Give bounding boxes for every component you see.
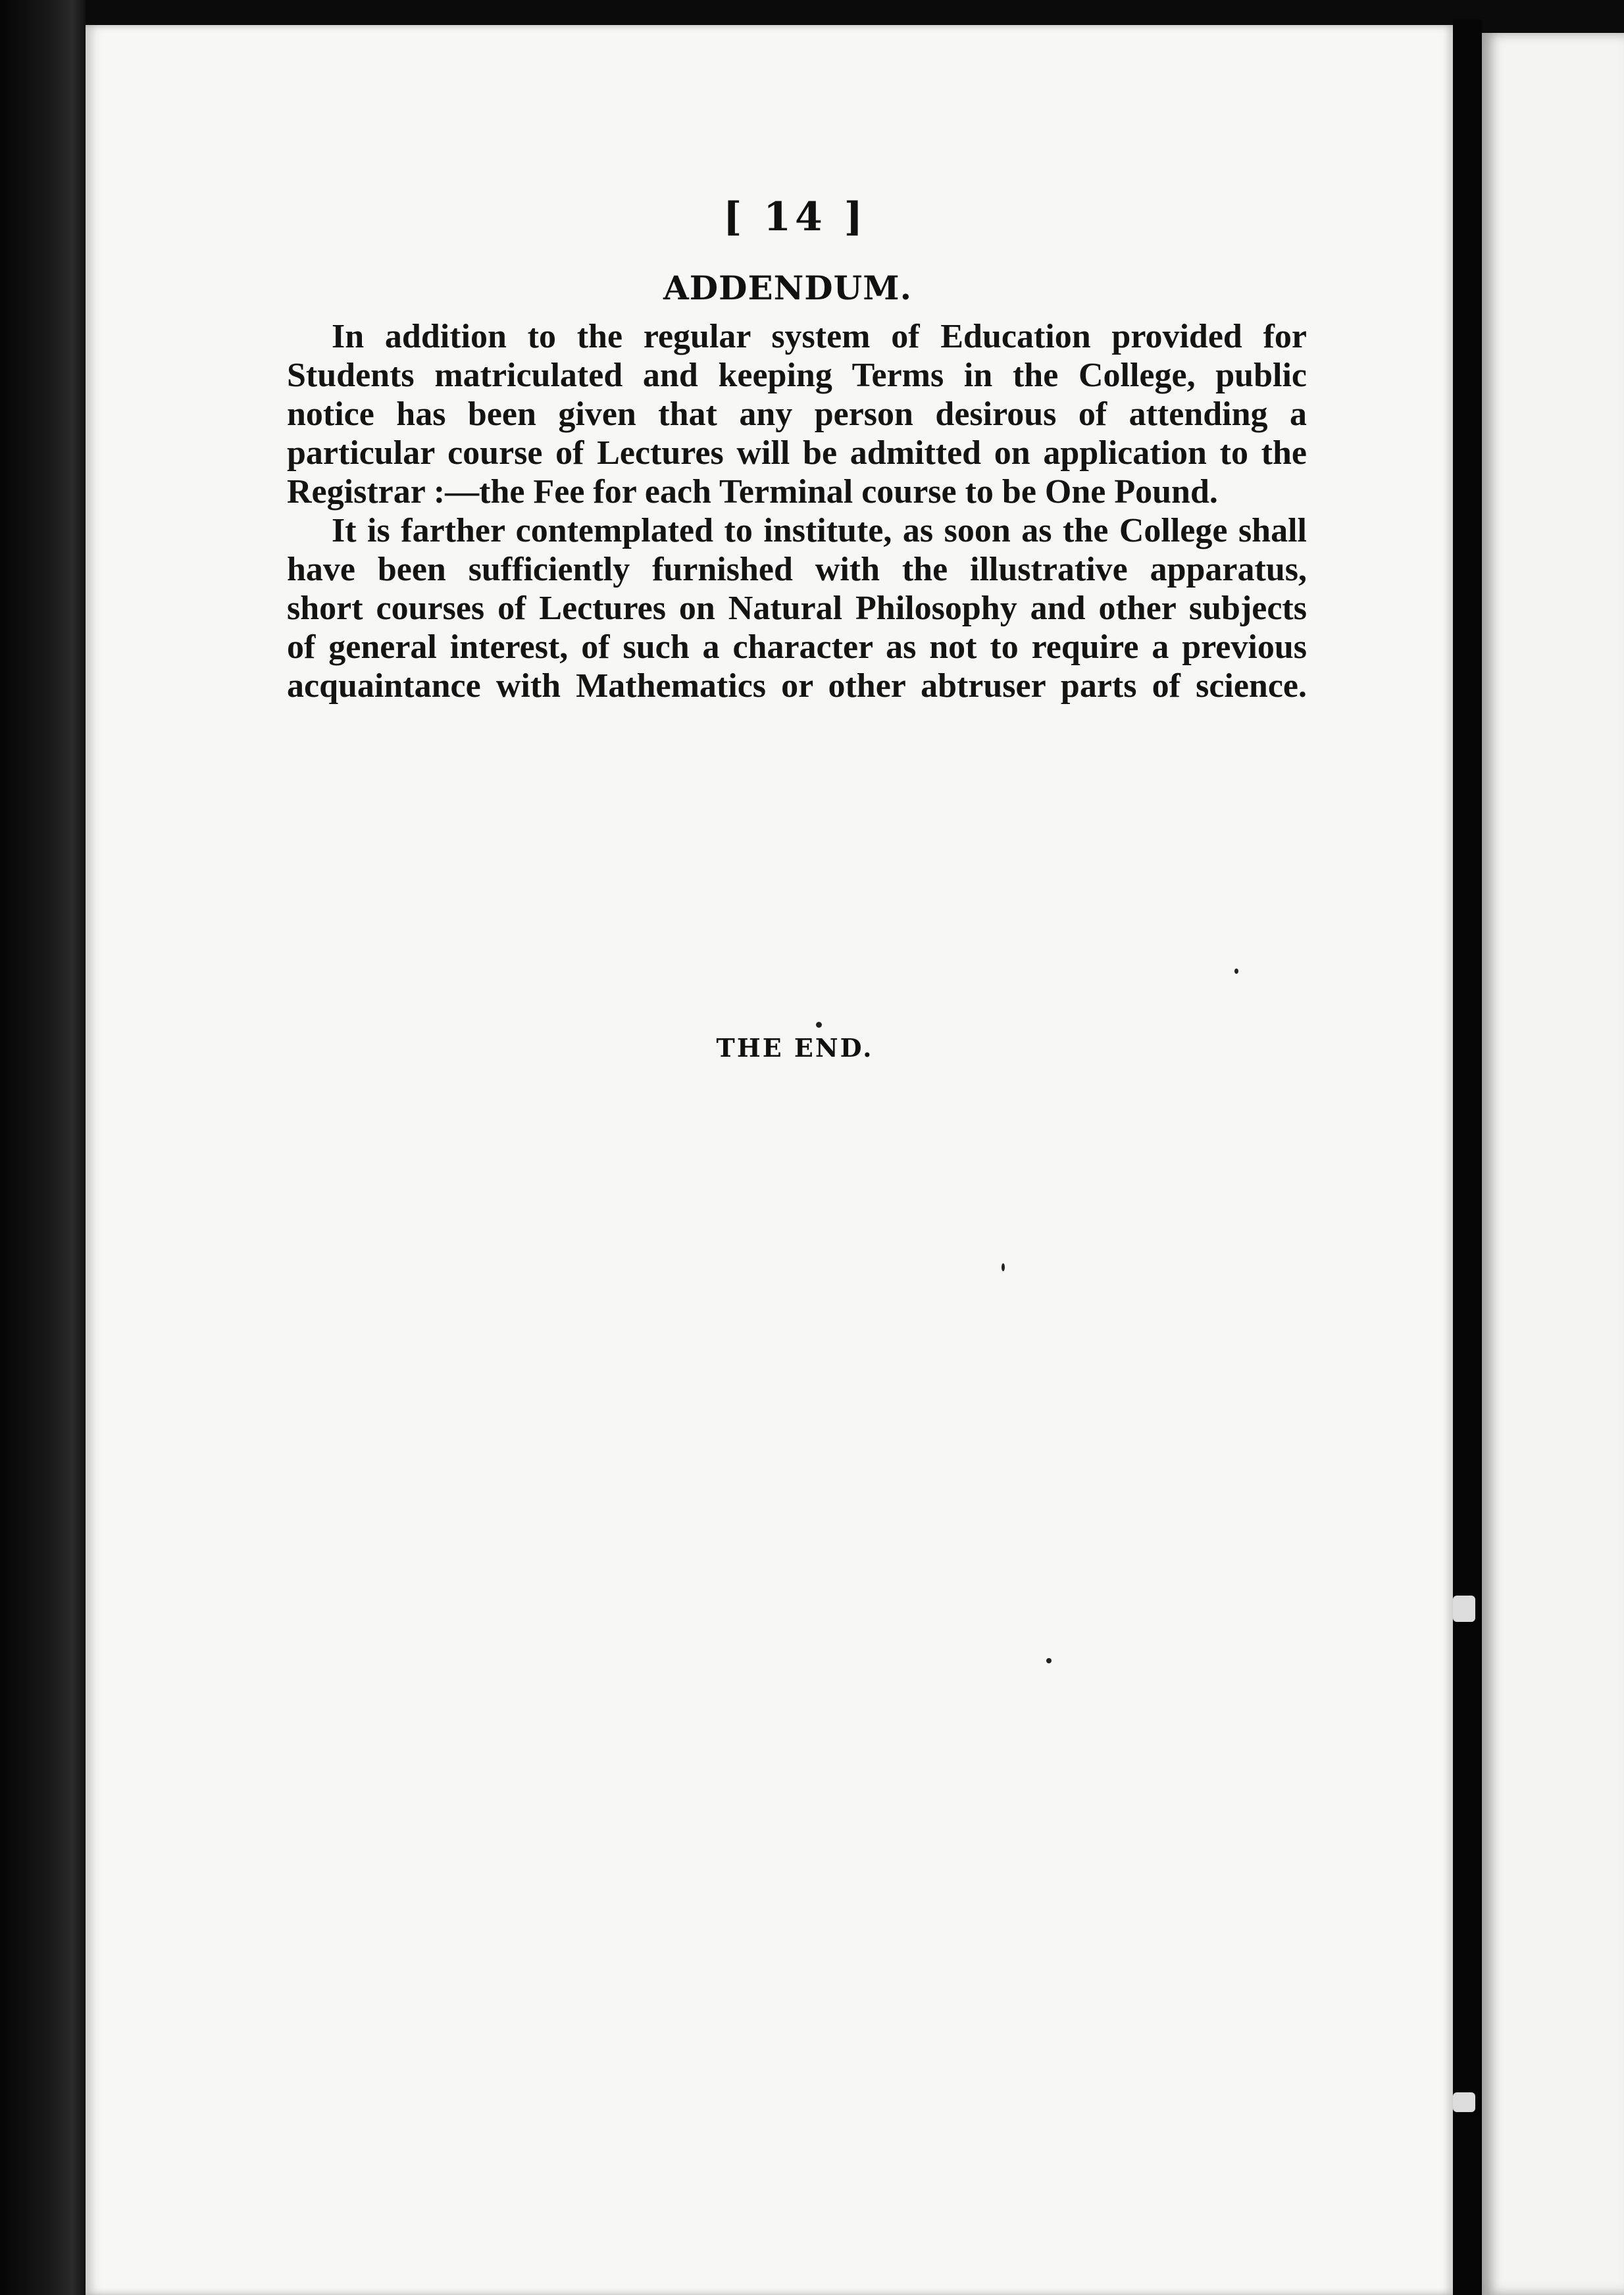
- ink-speck: [1002, 1263, 1005, 1271]
- body-text: [287, 317, 1307, 705]
- end-mark: THE END.: [716, 1033, 874, 1063]
- section-heading: ADDENDUM.: [663, 268, 913, 307]
- text-line: particular course of Lectures will be admitted on application to the: [287, 434, 1307, 472]
- gutter-notch: [1453, 2092, 1475, 2112]
- scan-left-edge: [0, 0, 86, 2295]
- text-line: Registrar :—the Fee for each Terminal course to be One Pound.: [287, 473, 1218, 511]
- text-line: of general interest, of such a character as not to require a previous: [287, 628, 1307, 666]
- gutter-notch: [1453, 1596, 1475, 1622]
- paragraph-1: [287, 317, 1307, 511]
- page-gutter: [1453, 20, 1482, 2295]
- text-line: notice has been given that any person desirous of attending a: [287, 395, 1307, 433]
- ink-speck: [1046, 1658, 1052, 1663]
- text-line: In addition to the regular system of Education provided for: [332, 318, 1307, 355]
- page-number: [ 14 ]: [723, 194, 867, 240]
- text-line: have been sufficiently furnished with the illustrative apparatus,: [287, 551, 1307, 588]
- text-line: It is farther contemplated to institute, as soon as the College shall: [332, 512, 1307, 549]
- text-line: Students matriculated and keeping Terms in the College, public: [287, 357, 1307, 394]
- paragraph-2: [287, 511, 1307, 705]
- text-line: acquaintance with Mathematics or other abtruser parts of science.: [287, 667, 1307, 705]
- facing-page-edge: [1482, 33, 1624, 2295]
- ink-speck: [816, 1022, 822, 1028]
- text-line: short courses of Lectures on Natural Philosophy and other subjects: [287, 590, 1307, 627]
- ink-speck: [1234, 969, 1238, 974]
